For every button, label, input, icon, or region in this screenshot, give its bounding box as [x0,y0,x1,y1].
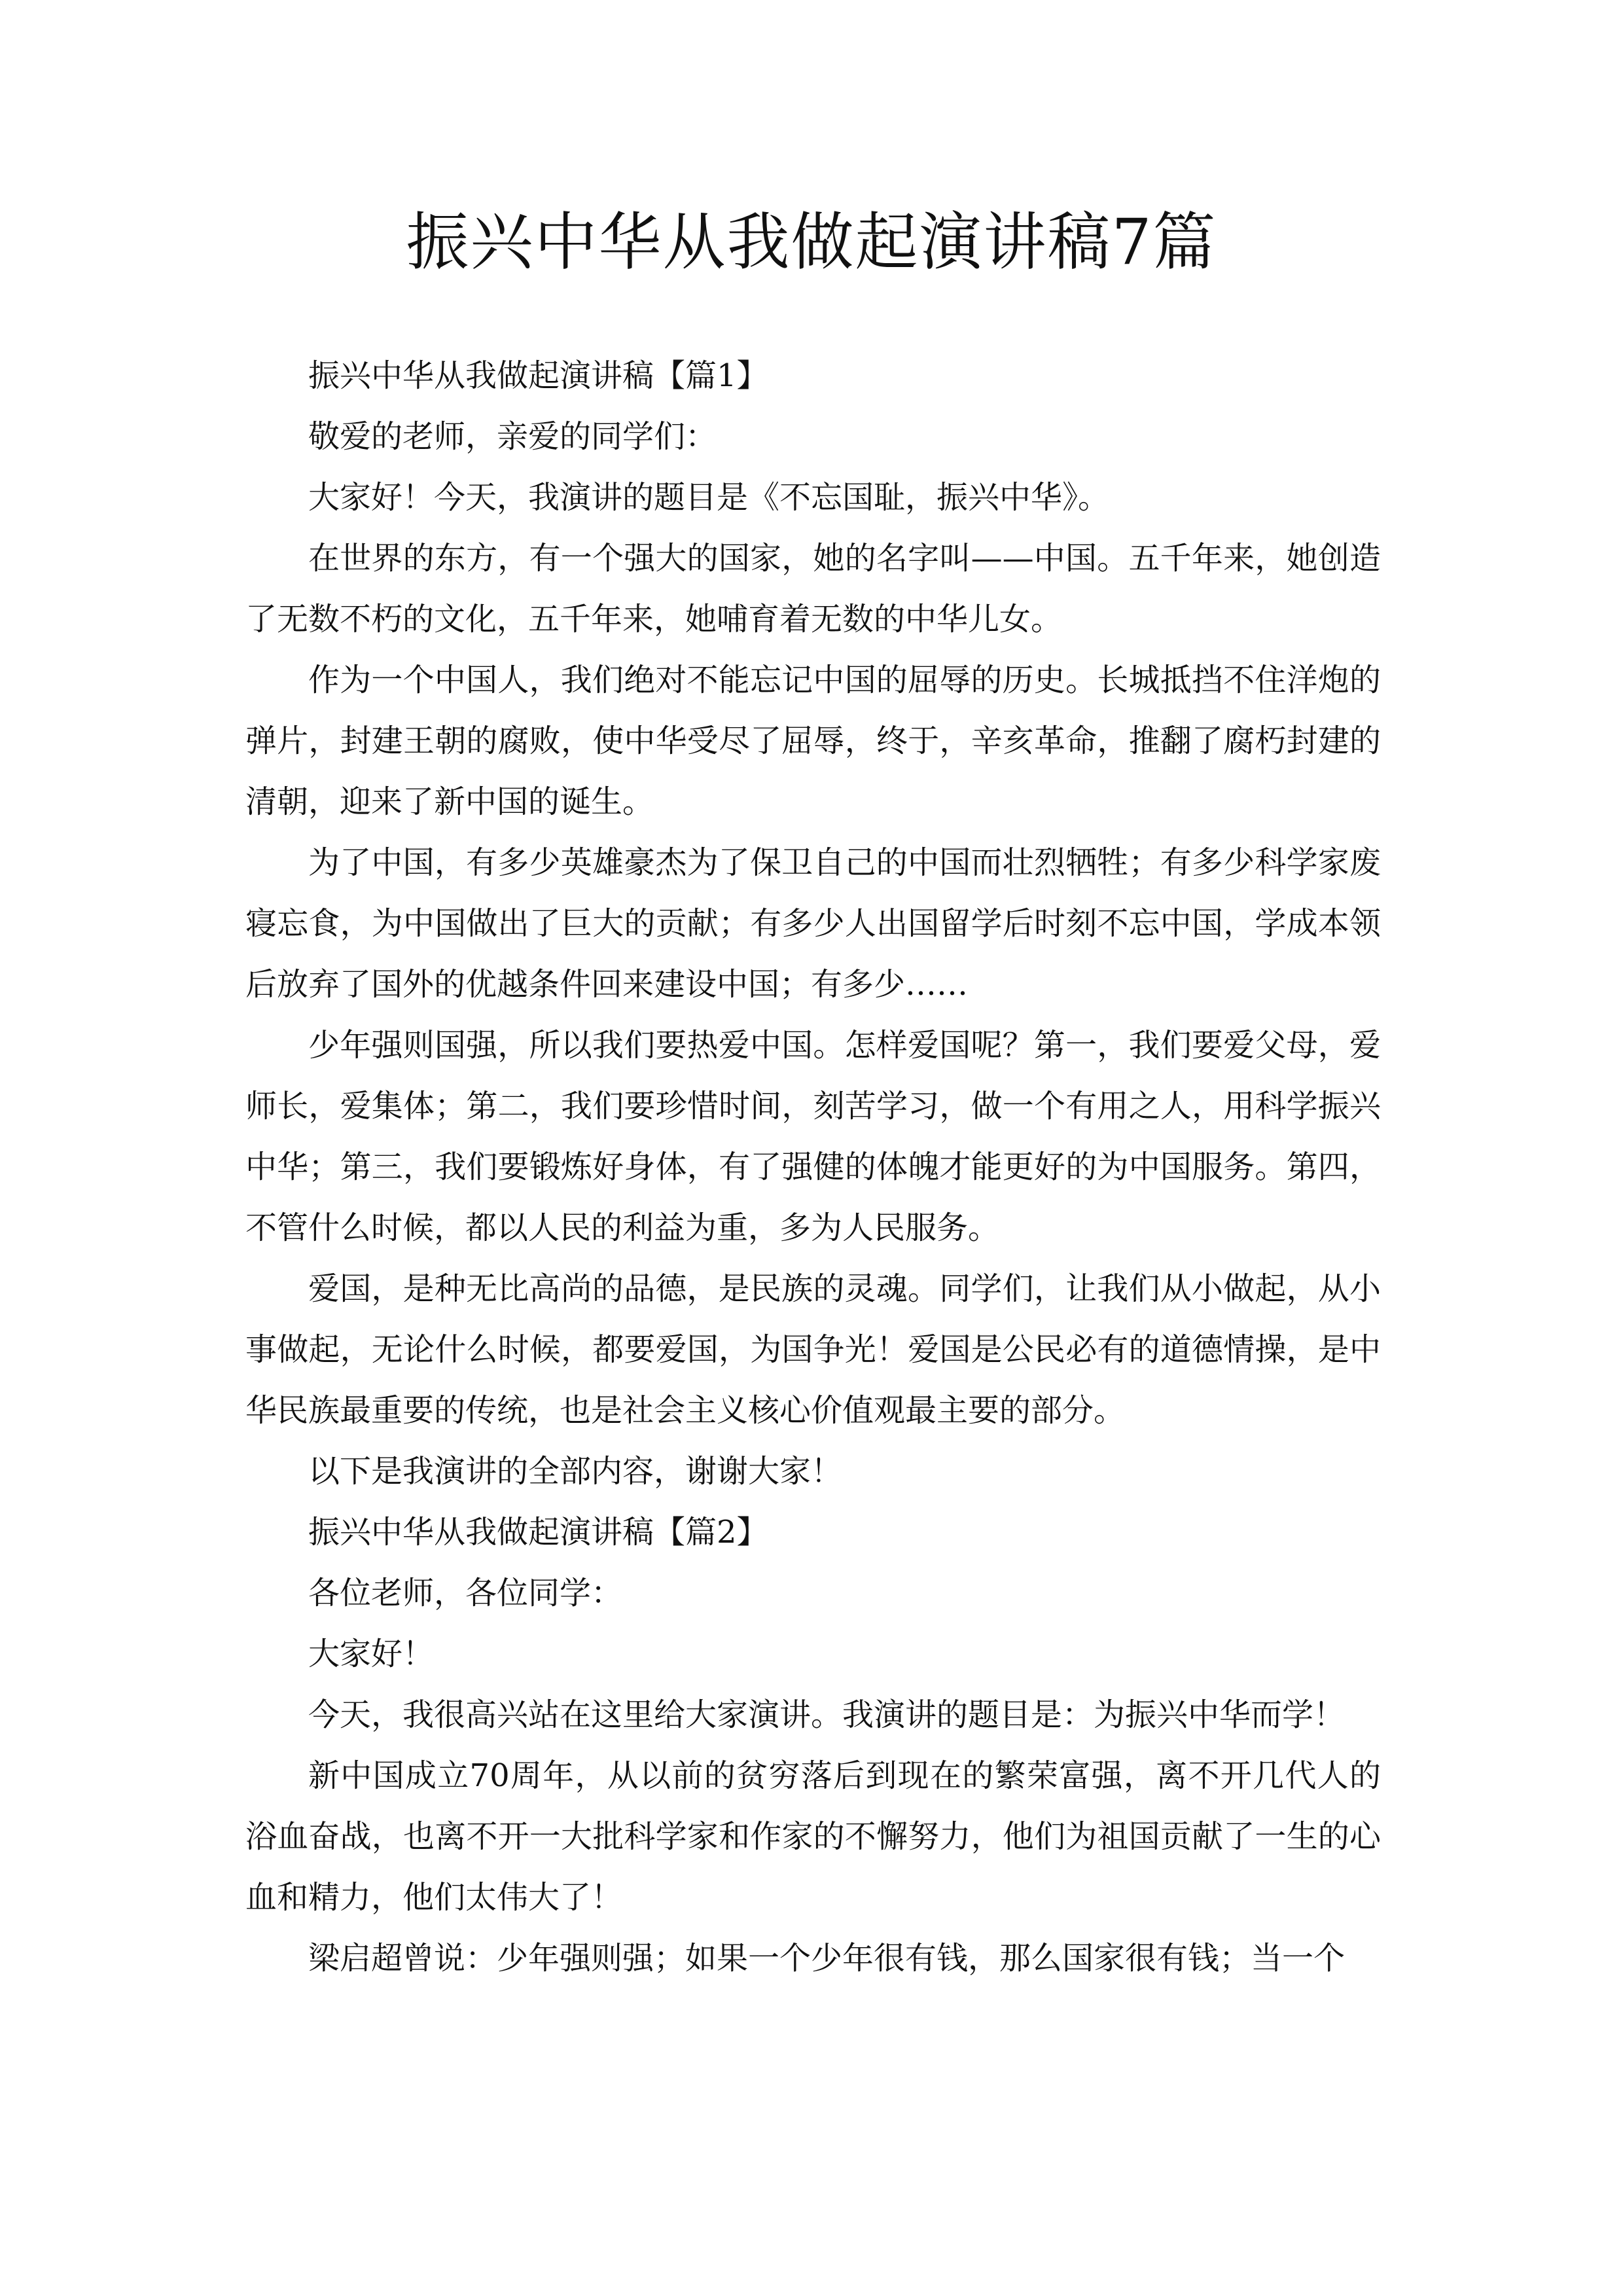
paragraph-2: 敬爱的老师，亲爱的同学们： [308,418,717,455]
paragraph-4: 在世界的东方，有一个强大的国家，她的名字叫——中国。五千年来，她创造了无数不朽的文化，五千年来，她哺育着无数的中华儿女。 [245,540,1381,637]
paragraph-10: 振兴中华从我做起演讲稿【篇2】 [308,1514,768,1551]
paragraph-8: 爱国，是种无比高尚的品德，是民族的灵魂。同学们，让我们从小做起，从小事做起，无论什么时候，都要爱国，为国争光！爱国是公民必有的道德情操，是中华民族最重要的传统，也是社会主义核心价值观最主要的部分。 [245,1270,1381,1429]
paragraph-14: 新中国成立70周年，从以前的贫穷落后到现在的繁荣富强，离不开几代人的浴血奋战，也离不开一大批科学家和作家的不懈努力，他们为祖国贡献了一生的心血和精力，他们太伟大了！ [245,1757,1381,1916]
paragraph-6: 为了中国，有多少英雄豪杰为了保卫自己的中国而壮烈牺牲；有多少科学家废寝忘食，为中国做出了巨大的贡献；有多少人出国留学后时刻不忘中国，学成本领后放弃了国外的优越条件回来建设中国；有多少…… [245,844,1381,1003]
document-title: 振兴中华从我做起演讲稿7篇 [406,206,1217,279]
paragraph-5: 作为一个中国人，我们绝对不能忘记中国的屈辱的历史。长城抵挡不住洋炮的弹片，封建王朝的腐败，使中华受尽了屈辱，终于，辛亥革命，推翻了腐朽封建的清朝，迎来了新中国的诞生。 [245,662,1381,820]
paragraph-12: 大家好！ [308,1636,435,1672]
paragraph-3: 大家好！今天，我演讲的题目是《不忘国耻，振兴中华》。 [308,479,1110,516]
paragraph-13: 今天，我很高兴站在这里给大家演讲。我演讲的题目是：为振兴中华而学！ [308,1696,1346,1733]
document-body [245,346,1381,1989]
paragraph-7: 少年强则国强，所以我们要热爱中国。怎样爱国呢？第一，我们要爱父母，爱师长，爱集体；第二，我们要珍惜时间，刻苦学习，做一个有用之人，用科学振兴中华；第三，我们要锻炼好身体，有了强健的体魄才能更好的为中国服务。第四，不管什么时候，都以人民的利益为重，多为人民服务。 [245,1027,1381,1246]
paragraph-1: 振兴中华从我做起演讲稿【篇1】 [308,357,768,394]
paragraph-15: 梁启超曾说：少年强则强；如果一个少年很有钱，那么国家很有钱；当一个 [308,1940,1346,1977]
paragraph-11: 各位老师，各位同学： [308,1575,623,1611]
paragraph-9: 以下是我演讲的全部内容，谢谢大家！ [308,1453,843,1490]
